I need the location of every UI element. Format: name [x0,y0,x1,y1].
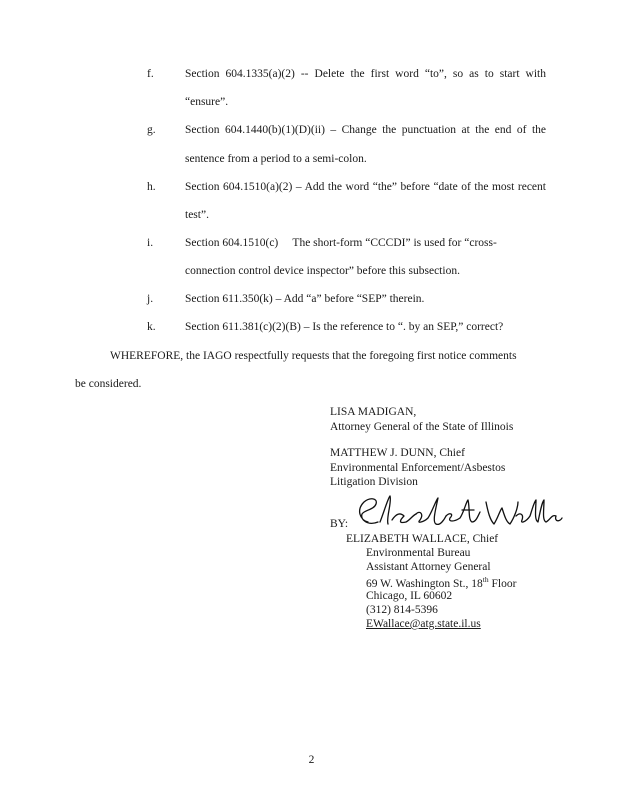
wherefore-line: be considered. [75,378,142,390]
signer-address [366,575,516,590]
item-text-line: connection control device inspector” before this subsection. [185,265,460,277]
item-letter: h. [147,181,156,193]
item-letter: f. [147,68,154,80]
by-label: BY: [330,518,349,530]
signer-email-link[interactable]: EWallace@atg.state.il.us [366,618,481,630]
item-text-line: “ensure”. [185,96,229,108]
handwritten-signature [350,492,570,536]
item-letter: g. [147,124,156,136]
item-text-line: Section 604.1510(c) The short-form “CCCDI” is used for “cross- [185,237,497,249]
signer-bureau: Environmental Bureau [366,547,471,559]
item-text-line: sentence from a period to a semi-colon. [185,153,367,165]
signer-title: Environmental Enforcement/Asbestos [330,462,506,474]
item-text-line: Section 611.381(c)(2)(B) – Is the reference to “. by an SEP,” correct? [185,321,504,333]
signer-phone: (312) 814-5396 [366,604,438,616]
item-text-line: Section 604.1440(b)(1)(D)(ii) – Change the punctuation at the end of the [185,124,546,136]
item-text-line: Section 604.1335(a)(2) -- Delete the first word “to”, so as to start with [185,68,546,80]
ordinal-suffix: th [482,575,489,584]
page-number: 2 [308,754,315,766]
item-letter: i. [147,237,154,249]
signer-name: MATTHEW J. DUNN, Chief [330,447,465,459]
item-text-line: Section 604.1510(a)(2) – Add the word “the” before “date of the most recent [185,181,546,193]
item-text-line: Section 611.350(k) – Add “a” before “SEP” therein. [185,293,425,305]
address-street: 69 W. Washington St., 18 [366,577,483,590]
signer-name: LISA MADIGAN, [330,406,417,418]
item-text-line: test”. [185,209,209,221]
wherefore-line: WHEREFORE, the IAGO respectfully requests that the foregoing first notice comments [110,350,517,362]
signer-role: Assistant Attorney General [366,561,491,573]
signer-name: ELIZABETH WALLACE, Chief [346,533,499,545]
item-letter: j. [147,293,154,305]
signer-title: Attorney General of the State of Illinois [330,421,514,433]
address-floor: Floor [488,577,517,590]
signer-city: Chicago, IL 60602 [366,590,453,602]
signer-title: Litigation Division [330,476,418,488]
item-letter: k. [147,321,156,333]
